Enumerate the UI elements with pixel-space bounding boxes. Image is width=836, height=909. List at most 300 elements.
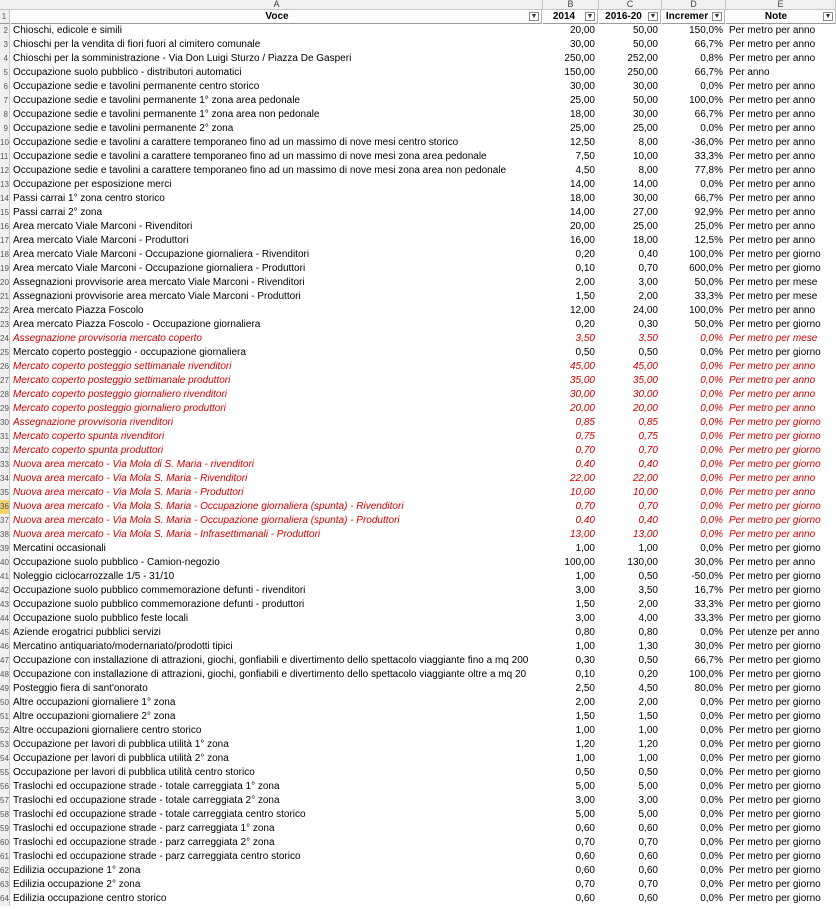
filter-dropdown-icon[interactable]: ▼ [713,13,721,20]
cell-2016[interactable]: 0,40 [638,459,658,470]
row-number[interactable]: 16 [0,220,10,234]
cell-note[interactable]: Per metro per mese [729,277,818,288]
cell-note[interactable]: Per metro per giorno [729,795,821,806]
cell-voce[interactable]: Occupazione sedie e tavolini a carattere temporaneo fino ad un massimo di nove mesi zona area pedonale [13,151,487,162]
cell-note[interactable]: Per metro per anno [729,81,816,92]
cell-voce[interactable]: Traslochi ed occupazione strade - totale carreggiata 2° zona [13,795,280,806]
cell-note[interactable]: Per metro per anno [729,235,816,246]
cell-2016[interactable]: 1,20 [638,739,658,750]
cell-2014[interactable]: 5,00 [575,781,595,792]
cell-incremento[interactable]: 0,0% [700,375,723,386]
cell-voce[interactable]: Occupazione suolo pubblico commemorazione defunti - rivenditori [13,585,306,596]
cell-2016[interactable]: 3,50 [638,585,658,596]
cell-note[interactable]: Per metro per giorno [729,417,821,428]
cell-2014[interactable]: 30,00 [569,39,595,50]
cell-2014[interactable]: 0,60 [575,823,595,834]
cell-voce[interactable]: Occupazione per lavori di pubblica utilità centro storico [13,767,255,778]
cell-note[interactable]: Per metro per anno [729,39,816,50]
cell-2016[interactable]: 25,00 [632,123,658,134]
cell-note[interactable]: Per metro per giorno [729,837,821,848]
cell-incremento[interactable]: 0,0% [700,529,723,540]
cell-2016[interactable]: 30,00 [632,389,658,400]
cell-note[interactable]: Per metro per mese [729,333,818,344]
cell-incremento[interactable]: 0,0% [700,403,723,414]
cell-note[interactable]: Per metro per giorno [729,599,821,610]
cell-2016[interactable]: 3,00 [638,277,658,288]
cell-2014[interactable]: 0,70 [575,501,595,512]
row-number[interactable]: 49 [0,682,10,696]
cell-incremento[interactable]: 0,0% [700,767,723,778]
cell-incremento[interactable]: 0,0% [700,515,723,526]
filter-dropdown-icon[interactable]: ▼ [824,13,832,20]
row-number[interactable]: 2 [0,24,10,38]
cell-2016[interactable]: 50,00 [632,25,658,36]
row-number[interactable]: 14 [0,192,10,206]
cell-2016[interactable]: 4,00 [638,613,658,624]
cell-2014[interactable]: 250,00 [564,53,595,64]
row-number[interactable]: 22 [0,304,10,318]
cell-voce[interactable]: Area mercato Viale Marconi - Rivenditori [13,221,193,232]
cell-incremento[interactable]: 80,0% [694,683,723,694]
row-number[interactable]: 44 [0,612,10,626]
cell-note[interactable]: Per metro per mese [729,291,818,302]
cell-incremento[interactable]: 0,0% [700,361,723,372]
cell-note[interactable]: Per metro per giorno [729,809,821,820]
row-number[interactable]: 21 [0,290,10,304]
cell-voce[interactable]: Mercatino antiquariato/modernariato/prodotti tipici [13,641,233,652]
cell-note[interactable]: Per metro per anno [729,123,816,134]
cell-2016[interactable]: 50,00 [632,39,658,50]
cell-2014[interactable]: 0,20 [575,319,595,330]
cell-2014[interactable]: 25,00 [569,123,595,134]
row-number[interactable]: 40 [0,556,10,570]
row-number[interactable]: 58 [0,808,10,822]
cell-2014[interactable]: 3,00 [575,585,595,596]
cell-note[interactable]: Per metro per anno [729,221,816,232]
cell-incremento[interactable]: 100,0% [689,95,723,106]
row-number[interactable]: 7 [0,94,10,108]
cell-incremento[interactable]: 0,0% [700,893,723,904]
cell-voce[interactable]: Occupazione con installazione di attrazioni, giochi, gonfiabili e divertimento dello spettacolo viaggiante oltre a mq 20 [13,669,527,680]
cell-2016[interactable]: 0,85 [638,417,658,428]
row-number[interactable]: 17 [0,234,10,248]
cell-2016[interactable]: 0,70 [638,879,658,890]
column-header-b[interactable]: B [543,0,599,9]
cell-2014[interactable]: 4,50 [575,165,595,176]
row-number[interactable]: 64 [0,892,10,906]
cell-incremento[interactable]: 12,5% [694,235,723,246]
row-number[interactable]: 11 [0,150,10,164]
cell-incremento[interactable]: 0,0% [700,389,723,400]
cell-2016[interactable]: 30,00 [632,81,658,92]
cell-incremento[interactable]: 0,0% [700,459,723,470]
cell-voce[interactable]: Assegnazioni provvisorie area mercato Viale Marconi - Produttori [13,291,301,302]
cell-2016[interactable]: 30,00 [632,109,658,120]
cell-2016[interactable]: 18,00 [632,235,658,246]
row-number[interactable]: 5 [0,66,10,80]
cell-voce[interactable]: Edilizia occupazione 1° zona [13,865,141,876]
cell-2014[interactable]: 1,00 [575,543,595,554]
cell-note[interactable]: Per metro per giorno [729,347,821,358]
cell-voce[interactable]: Occupazione con installazione di attrazioni, giochi, gonfiabili e divertimento dello spettacolo viaggiante fino a mq 200 [13,655,529,666]
row-number[interactable]: 60 [0,836,10,850]
row-number[interactable]: 50 [0,696,10,710]
cell-voce[interactable]: Mercato coperto spunta produttori [13,445,164,456]
cell-2014[interactable]: 10,00 [569,487,595,498]
cell-2016[interactable]: 1,00 [638,543,658,554]
cell-voce[interactable]: Mercato coperto posteggio giornaliero produttori [13,403,226,414]
filter-dropdown-icon[interactable]: ▼ [530,13,538,20]
cell-2014[interactable]: 12,00 [569,305,595,316]
cell-note[interactable]: Per metro per giorno [729,865,821,876]
cell-note[interactable]: Per metro per giorno [729,613,821,624]
cell-voce[interactable]: Chioschi, edicole e simili [13,25,122,36]
row-number[interactable]: 51 [0,710,10,724]
row-number[interactable]: 32 [0,444,10,458]
header-voce[interactable] [11,10,542,24]
cell-2014[interactable]: 45,00 [569,361,595,372]
row-number[interactable]: 23 [0,318,10,332]
cell-incremento[interactable]: 0,0% [700,627,723,638]
cell-voce[interactable]: Chioschi per la vendita di fiori fuori al cimitero comunale [13,39,261,50]
cell-note[interactable]: Per metro per anno [729,375,816,386]
cell-note[interactable]: Per metro per anno [729,53,816,64]
cell-note[interactable]: Per metro per anno [729,151,816,162]
row-number[interactable]: 46 [0,640,10,654]
row-number[interactable]: 53 [0,738,10,752]
cell-2016[interactable]: 0,60 [638,893,658,904]
cell-voce[interactable]: Edilizia occupazione 2° zona [13,879,141,890]
filter-dropdown-icon[interactable]: ▼ [649,13,657,20]
cell-note[interactable]: Per metro per giorno [729,543,821,554]
row-number[interactable]: 4 [0,52,10,66]
row-number[interactable]: 30 [0,416,10,430]
cell-2014[interactable]: 2,00 [575,697,595,708]
cell-voce[interactable]: Occupazione suolo pubblico - distributori automatici [13,67,242,78]
row-number[interactable]: 54 [0,752,10,766]
cell-2016[interactable]: 1,30 [638,641,658,652]
row-number[interactable]: 38 [0,528,10,542]
cell-incremento[interactable]: 0,0% [700,333,723,344]
header-incremento[interactable] [662,10,725,24]
cell-note[interactable]: Per metro per giorno [729,445,821,456]
cell-voce[interactable]: Mercato coperto spunta rivenditori [13,431,165,442]
row-number[interactable]: 33 [0,458,10,472]
cell-2014[interactable]: 14,00 [569,179,595,190]
cell-voce[interactable]: Nuova area mercato - Via Mola S. Maria - Rivenditori [13,473,248,484]
cell-voce[interactable]: Altre occupazioni giornaliere centro storico [13,725,202,736]
cell-voce[interactable]: Area mercato Viale Marconi - Occupazione giornaliera - Rivenditori [13,249,310,260]
cell-note[interactable]: Per metro per giorno [729,767,821,778]
cell-2016[interactable]: 22,00 [632,473,658,484]
cell-2014[interactable]: 30,00 [569,389,595,400]
row-number[interactable]: 19 [0,262,10,276]
cell-2016[interactable]: 5,00 [638,809,658,820]
cell-note[interactable]: Per metro per anno [729,557,816,568]
cell-incremento[interactable]: 0,0% [700,795,723,806]
cell-voce[interactable]: Occupazione suolo pubblico - Camion-negozio [13,557,220,568]
cell-note[interactable]: Per metro per giorno [729,319,821,330]
cell-incremento[interactable]: 0,0% [700,347,723,358]
cell-2014[interactable]: 0,40 [575,459,595,470]
cell-note[interactable]: Per anno [729,67,770,78]
cell-voce[interactable]: Occupazione per lavori di pubblica utilità 2° zona [13,753,229,764]
cell-2014[interactable]: 1,00 [575,571,595,582]
cell-2016[interactable]: 50,00 [632,95,658,106]
cell-voce[interactable]: Occupazione sedie e tavolini permanente 2° zona [13,123,234,134]
cell-voce[interactable]: Traslochi ed occupazione strade - totale carreggiata 1° zona [13,781,280,792]
cell-incremento[interactable]: 0,0% [700,837,723,848]
cell-voce[interactable]: Occupazione sedie e tavolini permanente 1° zona area pedonale [13,95,300,106]
cell-incremento[interactable]: 0,0% [700,473,723,484]
cell-voce[interactable]: Altre occupazioni giornaliere 1° zona [13,697,176,708]
cell-note[interactable]: Per metro per giorno [729,459,821,470]
row-number[interactable]: 26 [0,360,10,374]
filter-dropdown-icon[interactable]: ▼ [586,13,594,20]
cell-2014[interactable]: 0,50 [575,767,595,778]
cell-2014[interactable]: 1,50 [575,599,595,610]
cell-voce[interactable]: Noleggio ciclocarrozzalle 1/5 - 31/10 [13,571,175,582]
cell-2014[interactable]: 5,00 [575,809,595,820]
row-number[interactable]: 55 [0,766,10,780]
cell-incremento[interactable]: 77,8% [694,165,723,176]
cell-2014[interactable]: 0,10 [575,263,595,274]
cell-incremento[interactable]: 0,8% [700,53,723,64]
cell-voce[interactable]: Area mercato Viale Marconi - Produttori [13,235,189,246]
cell-voce[interactable]: Passi carrai 1° zona centro storico [13,193,165,204]
cell-2014[interactable]: 0,40 [575,515,595,526]
cell-incremento[interactable]: 66,7% [694,109,723,120]
cell-voce[interactable]: Mercatini occasionali [13,543,106,554]
cell-note[interactable]: Per metro per anno [729,473,816,484]
cell-note[interactable]: Per metro per anno [729,305,816,316]
cell-voce[interactable]: Nuova area mercato - Via Mola S. Maria - Occupazione giornaliera (spunta) - Rivenditori [13,501,404,512]
cell-2014[interactable]: 1,50 [575,291,595,302]
cell-note[interactable]: Per metro per giorno [729,655,821,666]
cell-2014[interactable]: 0,85 [575,417,595,428]
cell-incremento[interactable]: 0,0% [700,739,723,750]
cell-note[interactable]: Per metro per anno [729,207,816,218]
cell-2016[interactable]: 0,50 [638,347,658,358]
cell-2016[interactable]: 24,00 [632,305,658,316]
cell-2016[interactable]: 13,00 [632,529,658,540]
cell-voce[interactable]: Traslochi ed occupazione strade - totale carreggiata centro storico [13,809,306,820]
cell-incremento[interactable]: 100,0% [689,305,723,316]
header-2016[interactable] [599,10,661,24]
cell-2014[interactable]: 3,50 [575,333,595,344]
row-number[interactable]: 29 [0,402,10,416]
cell-2016[interactable]: 14,00 [632,179,658,190]
cell-note[interactable]: Per metro per anno [729,487,816,498]
cell-voce[interactable]: Mercato coperto posteggio giornaliero rivenditori [13,389,228,400]
cell-2014[interactable]: 14,00 [569,207,595,218]
cell-voce[interactable]: Nuova area mercato - Via Mola S. Maria - Infrasettimanali - Produttori [13,529,321,540]
cell-2016[interactable]: 1,50 [638,711,658,722]
cell-note[interactable]: Per metro per giorno [729,515,821,526]
row-number[interactable]: 10 [0,136,10,150]
row-number[interactable]: 8 [0,108,10,122]
cell-note[interactable]: Per metro per anno [729,137,816,148]
cell-incremento[interactable]: 25,0% [694,221,723,232]
cell-2016[interactable]: 5,00 [638,781,658,792]
row-number[interactable]: 39 [0,542,10,556]
row-number[interactable]: 3 [0,38,10,52]
cell-voce[interactable]: Aziende erogatrici pubblici servizi [13,627,161,638]
cell-incremento[interactable]: 30,0% [694,641,723,652]
row-number[interactable]: 1 [0,10,10,24]
cell-note[interactable]: Per metro per giorno [729,697,821,708]
cell-incremento[interactable]: 100,0% [689,669,723,680]
cell-voce[interactable]: Traslochi ed occupazione strade - parz carreggiata centro storico [13,851,301,862]
cell-incremento[interactable]: 0,0% [700,697,723,708]
cell-note[interactable]: Per metro per anno [729,109,816,120]
cell-voce[interactable]: Nuova area mercato - Via Mola S. Maria - Occupazione giornaliera (spunta) - Produttori [13,515,400,526]
cell-2016[interactable]: 0,40 [638,249,658,260]
cell-2016[interactable]: 20,00 [632,403,658,414]
cell-2016[interactable]: 0,70 [638,263,658,274]
cell-note[interactable]: Per metro per giorno [729,879,821,890]
cell-note[interactable]: Per metro per giorno [729,781,821,792]
row-number[interactable]: 62 [0,864,10,878]
column-header-e[interactable]: E [726,0,836,9]
cell-2016[interactable]: 3,00 [638,795,658,806]
row-number[interactable]: 13 [0,178,10,192]
cell-2014[interactable]: 0,30 [575,655,595,666]
cell-incremento[interactable]: 92,9% [694,207,723,218]
cell-incremento[interactable]: 66,7% [694,193,723,204]
header-note[interactable] [726,10,836,24]
row-number[interactable]: 56 [0,780,10,794]
cell-2016[interactable]: 0,30 [638,319,658,330]
cell-incremento[interactable]: 0,0% [700,823,723,834]
cell-voce[interactable]: Assegnazioni provvisorie area mercato Viale Marconi - Rivenditori [13,277,305,288]
cell-voce[interactable]: Assegnazione provvisoria mercato coperto [13,333,202,344]
cell-note[interactable]: Per metro per giorno [729,641,821,652]
cell-incremento[interactable]: 33,3% [694,151,723,162]
cell-2016[interactable]: 1,00 [638,753,658,764]
cell-incremento[interactable]: 0,0% [700,711,723,722]
row-number[interactable]: 35 [0,486,10,500]
cell-incremento[interactable]: 0,0% [700,725,723,736]
cell-2014[interactable]: 0,75 [575,431,595,442]
cell-voce[interactable]: Occupazione sedie e tavolini permanente centro storico [13,81,260,92]
cell-incremento[interactable]: 0,0% [700,543,723,554]
cell-incremento[interactable]: 0,0% [700,865,723,876]
cell-2016[interactable]: 0,70 [638,445,658,456]
row-number[interactable]: 25 [0,346,10,360]
cell-voce[interactable]: Chioschi per la somministrazione - Via Don Luigi Sturzo / Piazza De Gasperi [13,53,352,64]
cell-2016[interactable]: 2,00 [638,291,658,302]
cell-2014[interactable]: 0,10 [575,669,595,680]
cell-incremento[interactable]: 50,0% [694,319,723,330]
cell-2014[interactable]: 3,00 [575,613,595,624]
row-number[interactable]: 18 [0,248,10,262]
cell-2016[interactable]: 0,50 [638,655,658,666]
cell-note[interactable]: Per metro per giorno [729,739,821,750]
cell-2014[interactable]: 18,00 [569,193,595,204]
cell-2016[interactable]: 10,00 [632,151,658,162]
row-number[interactable]: 9 [0,122,10,136]
cell-incremento[interactable]: 0,0% [700,81,723,92]
cell-2016[interactable]: 0,40 [638,515,658,526]
cell-voce[interactable]: Nuova area mercato - Via Mola di S. Maria - rivenditori [13,459,255,470]
cell-incremento[interactable]: -36,0% [691,137,723,148]
cell-incremento[interactable]: 0,0% [700,809,723,820]
cell-note[interactable]: Per metro per giorno [729,893,821,904]
cell-2016[interactable]: 2,00 [638,697,658,708]
cell-voce[interactable]: Area mercato Viale Marconi - Occupazione giornaliera - Produttori [13,263,306,274]
cell-voce[interactable]: Occupazione per esposizione merci [13,179,172,190]
row-number[interactable]: 34 [0,472,10,486]
cell-incremento[interactable]: 66,7% [694,67,723,78]
cell-2016[interactable]: 4,50 [638,683,658,694]
row-number[interactable]: 63 [0,878,10,892]
row-number[interactable]: 31 [0,430,10,444]
cell-note[interactable]: Per metro per anno [729,389,816,400]
cell-note[interactable]: Per metro per giorno [729,725,821,736]
cell-note[interactable]: Per metro per anno [729,25,816,36]
cell-voce[interactable]: Edilizia occupazione centro storico [13,893,167,904]
cell-2014[interactable]: 0,60 [575,865,595,876]
row-number[interactable]: 43 [0,598,10,612]
cell-2014[interactable]: 30,00 [569,81,595,92]
cell-incremento[interactable]: 16,7% [694,585,723,596]
cell-incremento[interactable]: 0,0% [700,501,723,512]
row-number[interactable]: 45 [0,626,10,640]
cell-incremento[interactable]: 0,0% [700,445,723,456]
cell-2016[interactable]: 250,00 [627,67,658,78]
cell-note[interactable]: Per metro per giorno [729,249,821,260]
row-number[interactable]: 52 [0,724,10,738]
cell-note[interactable]: Per metro per anno [729,403,816,414]
row-number[interactable]: 37 [0,514,10,528]
cell-2016[interactable]: 2,00 [638,599,658,610]
cell-2014[interactable]: 0,20 [575,249,595,260]
cell-2016[interactable]: 35,00 [632,375,658,386]
cell-2014[interactable]: 1,20 [575,739,595,750]
cell-voce[interactable]: Mercato coperto posteggio - occupazione giornaliera [13,347,246,358]
cell-incremento[interactable]: 30,0% [694,557,723,568]
cell-2016[interactable]: 45,00 [632,361,658,372]
cell-2014[interactable]: 2,00 [575,277,595,288]
row-number[interactable]: 24 [0,332,10,346]
cell-incremento[interactable]: 0,0% [700,123,723,134]
cell-note[interactable]: Per metro per anno [729,95,816,106]
cell-incremento[interactable]: 0,0% [700,753,723,764]
cell-note[interactable]: Per metro per giorno [729,571,821,582]
cell-2016[interactable]: 0,70 [638,501,658,512]
cell-2014[interactable]: 1,00 [575,641,595,652]
row-number[interactable]: 12 [0,164,10,178]
cell-voce[interactable]: Traslochi ed occupazione strade - parz carreggiata 2° zona [13,837,275,848]
cell-2014[interactable]: 150,00 [564,67,595,78]
cell-voce[interactable]: Area mercato Piazza Foscolo [13,305,144,316]
cell-voce[interactable]: Passi carrai 2° zona [13,207,103,218]
cell-incremento[interactable]: 0,0% [700,781,723,792]
cell-voce[interactable]: Occupazione suolo pubblico feste locali [13,613,189,624]
cell-2016[interactable]: 1,00 [638,725,658,736]
cell-incremento[interactable]: 0,0% [700,417,723,428]
cell-2016[interactable]: 0,70 [638,837,658,848]
cell-2014[interactable]: 1,50 [575,711,595,722]
cell-voce[interactable]: Traslochi ed occupazione strade - parz carreggiata 1° zona [13,823,275,834]
cell-2014[interactable]: 22,00 [569,473,595,484]
cell-voce[interactable]: Altre occupazioni giornaliere 2° zona [13,711,176,722]
cell-2014[interactable]: 13,00 [569,529,595,540]
cell-2014[interactable]: 18,00 [569,109,595,120]
cell-note[interactable]: Per metro per giorno [729,823,821,834]
cell-note[interactable]: Per metro per anno [729,179,816,190]
